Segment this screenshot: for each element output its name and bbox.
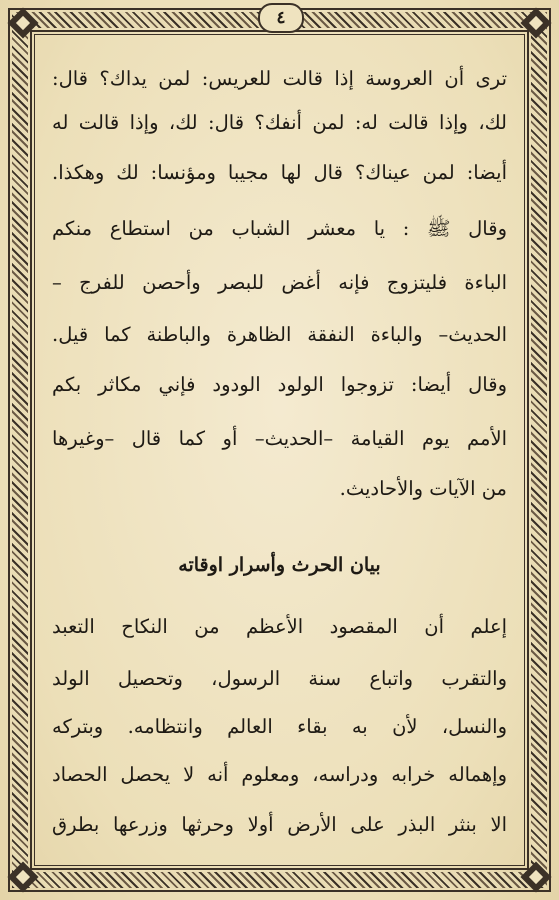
text-line: والتقرب واتباع سنة الرسول، وتحصيل الولد <box>52 667 507 690</box>
text-line: الا بنثر البذر على الأرض أولا وحرثها وزرعها بطرق <box>52 813 507 836</box>
text-line: الأمم يوم القيامة –الحديث– أو كما قال –وغيرها <box>52 427 507 450</box>
text-line: الحديث– والباءة النفقة الظاهرة والباطنة كما قيل. <box>52 323 507 346</box>
page-number: ٤ <box>258 3 304 33</box>
text-line: وإهماله خرابه ودراسه، ومعلوم أنه لا يحصل الحصاد <box>52 763 507 786</box>
text-line: والنسل، لأن به بقاء العالم وانتظامه. وبتركه <box>52 715 507 738</box>
text-line: الباءة فليتزوج فإنه أغض للبصر وأحصن للفرج – <box>52 271 507 294</box>
text-line: وقال أيضا: تزوجوا الولود الودود فإني مكاثر بكم <box>52 373 507 396</box>
text-line: وقال ﷺ : يا معشر الشباب من استطاع منكم <box>52 217 507 240</box>
text-line: أيضا: لمن عيناك؟ قال لها مجيبا ومؤنسا: لك وهكذا. <box>52 161 507 184</box>
section-heading: بيان الحرث وأسرار اوقاته <box>178 554 381 576</box>
text-line: من الآيات والأحاديث. <box>339 477 507 500</box>
text-line: ترى أن العروسة إذا قالت للعريس: لمن يداك؟ قال: <box>52 67 507 90</box>
text-line: لك، وإذا قالت له: لمن أنفك؟ قال: لك، وإذا قالت له <box>52 111 507 134</box>
page-text <box>52 66 507 850</box>
text-line: إعلم أن المقصود الأعظم من النكاح التعبد <box>52 615 507 638</box>
